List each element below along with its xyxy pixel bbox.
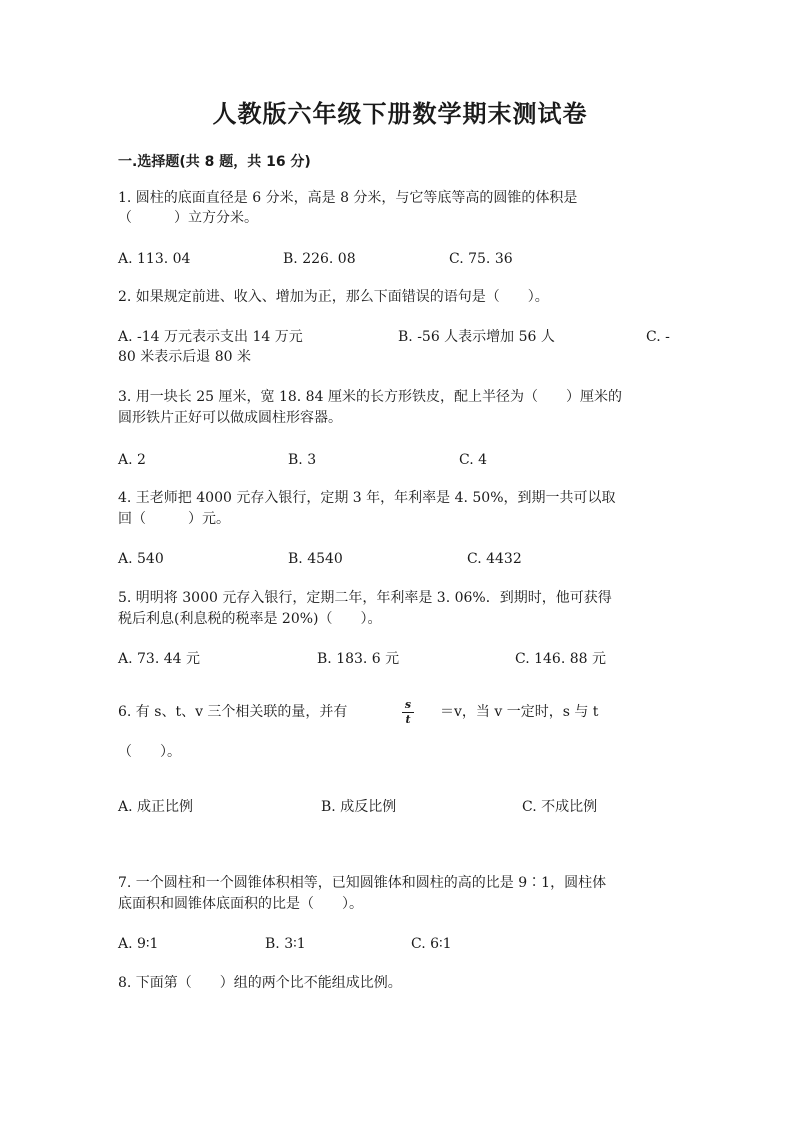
question-6-text-line-1: 6. 有 s、t、v 三个相关联的量，并有 bbox=[118, 704, 348, 720]
question-7-option-b: B. 3∶1 bbox=[265, 936, 306, 952]
question-6-text-line-2: （ ）。 bbox=[118, 744, 181, 760]
question-3-option-c: C. 4 bbox=[459, 452, 488, 468]
question-2-option-c: C. - bbox=[646, 329, 670, 345]
question-3-option-a: A. 2 bbox=[118, 452, 146, 468]
question-7-text-line-1: 7. 一个圆柱和一个圆锥体积相等，已知圆锥体和圆柱的高的比是 9∶1，圆柱体 bbox=[118, 875, 607, 891]
page-title: 人教版六年级下册数学期末测试卷 bbox=[212, 100, 588, 128]
question-3-option-b: B. 3 bbox=[288, 452, 317, 468]
question-1-option-b: B. 226. 08 bbox=[283, 251, 356, 267]
question-6-option-a: A. 成正比例 bbox=[118, 799, 194, 815]
question-5-text-line-1: 5. 明明将 3000 元存入银行，定期二年，年利率是 3. 06%．到期时，他可获得 bbox=[118, 590, 612, 606]
question-2-option-a: A. -14 万元表示支出 14 万元 bbox=[118, 329, 303, 345]
question-3-text-line-2: 圆形铁片正好可以做成圆柱形容器。 bbox=[118, 410, 342, 426]
fraction-denominator: t bbox=[405, 713, 411, 726]
fraction-numerator: s bbox=[404, 698, 412, 711]
question-4-option-c: C. 4432 bbox=[467, 551, 522, 567]
question-2-option-c-continued: 80 米表示后退 80 米 bbox=[118, 349, 251, 365]
question-5-option-b: B. 183. 6 元 bbox=[317, 651, 400, 667]
question-5-option-a: A. 73. 44 元 bbox=[118, 651, 200, 667]
question-4-text-line-2: 回（ ）元。 bbox=[118, 511, 230, 527]
question-5-option-c: C. 146. 88 元 bbox=[515, 651, 606, 667]
question-6-option-b: B. 成反比例 bbox=[321, 799, 397, 815]
s-over-t-fraction bbox=[400, 699, 416, 726]
question-1-option-a: A. 113. 04 bbox=[118, 251, 191, 267]
question-1-text-line-1: 1. 圆柱的底面直径是 6 分米，高是 8 分米，与它等底等高的圆锥的体积是 bbox=[118, 190, 578, 206]
question-6-option-c: C. 不成比例 bbox=[522, 799, 598, 815]
question-4-option-b: B. 4540 bbox=[288, 551, 343, 567]
question-7-option-a: A. 9∶1 bbox=[118, 936, 159, 952]
section-heading: 一.选择题(共 8 题，共 16 分) bbox=[118, 154, 311, 170]
question-2-text-line-1: 2. 如果规定前进、收入、增加为正，那么下面错误的语句是（ ）。 bbox=[118, 289, 549, 305]
question-8-text-line-1: 8. 下面第（ ）组的两个比不能组成比例。 bbox=[118, 975, 402, 991]
question-7-text-line-2: 底面积和圆锥体底面积的比是（ ）。 bbox=[118, 896, 363, 912]
question-4-text-line-1: 4. 王老师把 4000 元存入银行，定期 3 年，年利率是 4. 50%，到期一共可以取 bbox=[118, 490, 616, 506]
question-7-option-c: C. 6∶1 bbox=[411, 936, 452, 952]
question-1-text-line-2: （ ）立方分米。 bbox=[118, 210, 258, 226]
question-6-text-line-1-continued: ＝v，当 v 一定时，s 与 t bbox=[440, 704, 599, 720]
question-2-option-b: B. -56 人表示增加 56 人 bbox=[398, 329, 555, 345]
question-5-text-line-2: 税后利息(利息税的税率是 20%)（ ）。 bbox=[118, 611, 382, 627]
question-1-option-c: C. 75. 36 bbox=[449, 251, 513, 267]
question-4-option-a: A. 540 bbox=[118, 551, 164, 567]
question-3-text-line-1: 3. 用一块长 25 厘米，宽 18. 84 厘米的长方形铁皮，配上半径为（ ）厘米的 bbox=[118, 389, 622, 405]
